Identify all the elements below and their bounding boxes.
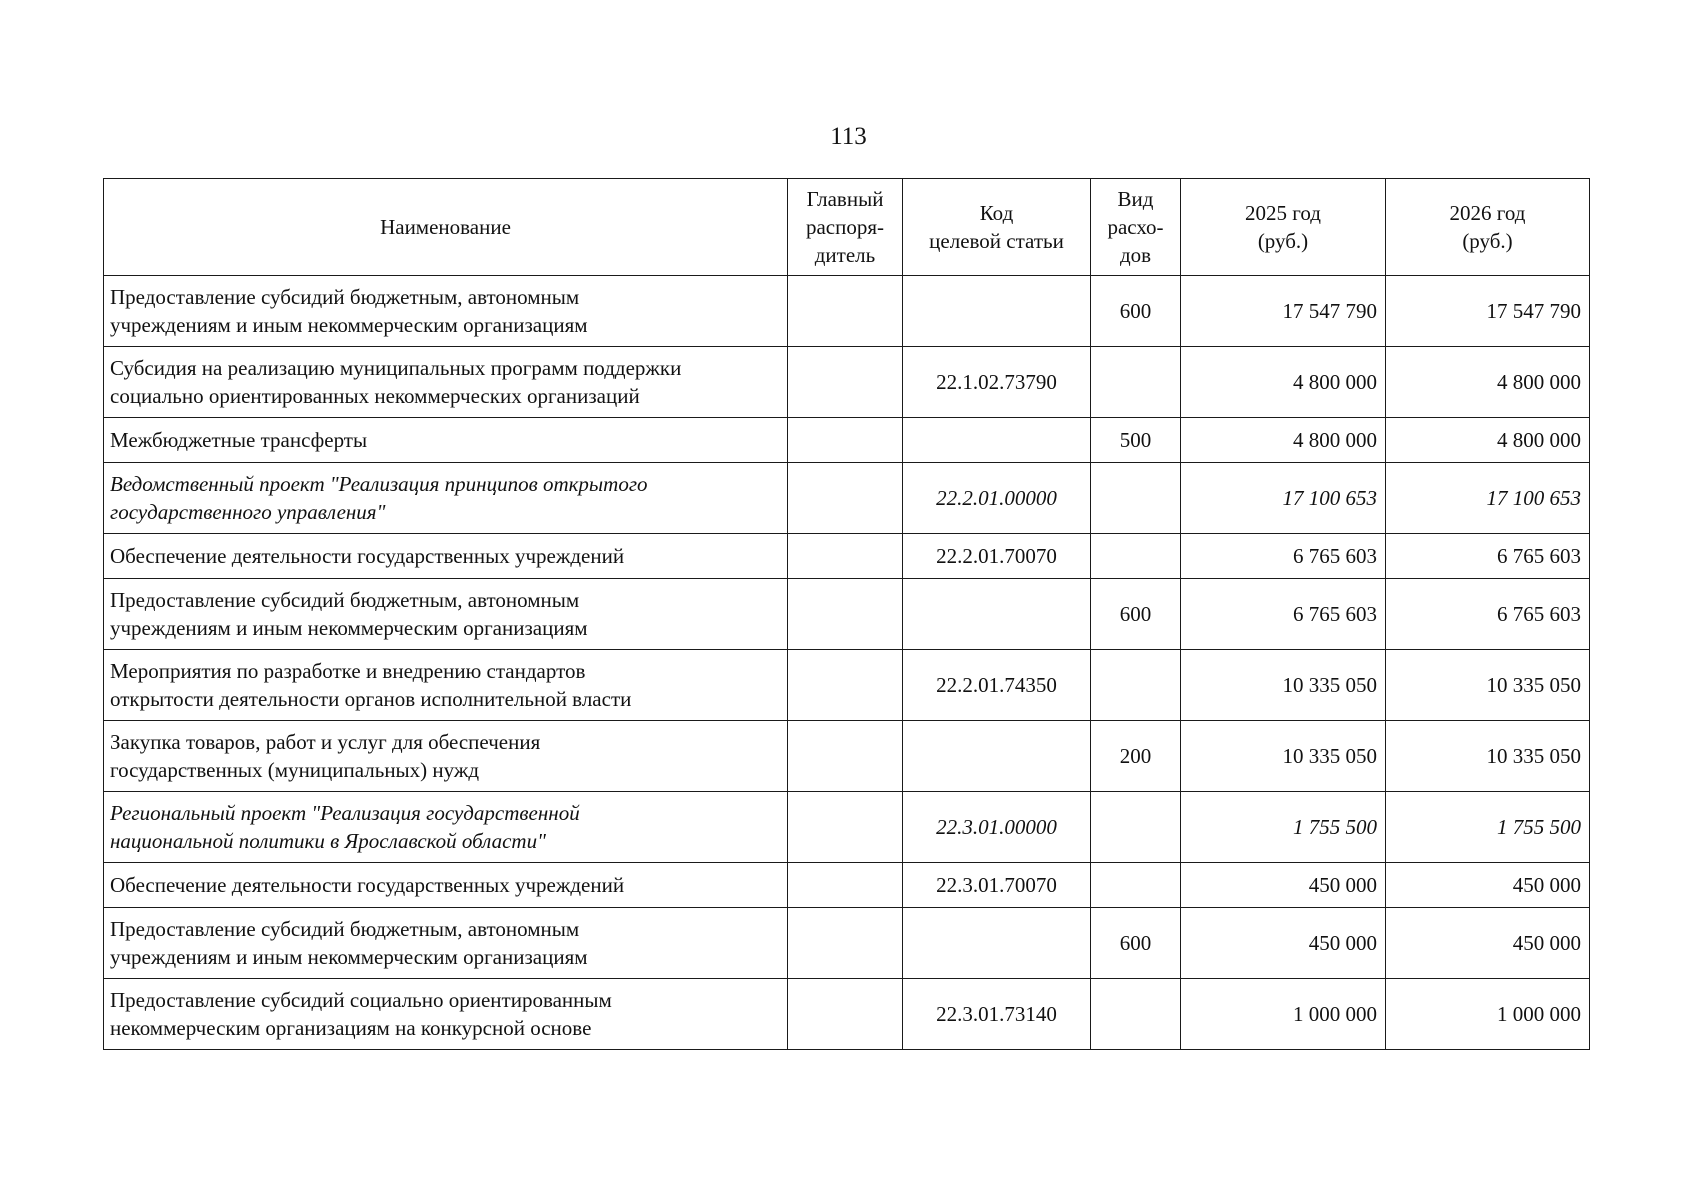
cell-2025: 17 547 790: [1181, 276, 1386, 347]
cell-type: [1091, 463, 1181, 534]
cell-2025: 4 800 000: [1181, 347, 1386, 418]
cell-2026: 17 100 653: [1386, 463, 1590, 534]
cell-2025: 450 000: [1181, 863, 1386, 908]
cell-code: [903, 579, 1091, 650]
cell-manager: [788, 276, 903, 347]
cell-code: [903, 276, 1091, 347]
cell-2025: 10 335 050: [1181, 650, 1386, 721]
cell-code: 22.2.01.00000: [903, 463, 1091, 534]
cell-2025: 450 000: [1181, 908, 1386, 979]
cell-2026: 10 335 050: [1386, 721, 1590, 792]
cell-code: 22.2.01.74350: [903, 650, 1091, 721]
cell-manager: [788, 579, 903, 650]
table-row: [104, 276, 1590, 347]
name-line: Предоставление субсидий бюджетным, автономным: [110, 285, 580, 309]
name-line: государственных (муниципальных) нужд: [110, 758, 480, 782]
cell-name: [104, 792, 788, 863]
cell-2025: 1 000 000: [1181, 979, 1386, 1050]
cell-2026: 450 000: [1386, 908, 1590, 979]
cell-code: [903, 908, 1091, 979]
cell-code: 22.2.01.70070: [903, 534, 1091, 579]
cell-2025: 17 100 653: [1181, 463, 1386, 534]
cell-name: [104, 276, 788, 347]
name-line: Субсидия на реализацию муниципальных программ поддержки: [110, 356, 682, 380]
name-line: учреждениям и иным некоммерческим организациям: [110, 616, 588, 640]
page-number: 113: [830, 123, 867, 150]
cell-name: [104, 908, 788, 979]
cell-2026: 1 000 000: [1386, 979, 1590, 1050]
cell-2025: 1 755 500: [1181, 792, 1386, 863]
cell-type: 600: [1091, 276, 1181, 347]
header-type: [1091, 179, 1181, 276]
cell-manager: [788, 650, 903, 721]
cell-type: [1091, 347, 1181, 418]
header-manager-line: распоря-: [805, 215, 885, 239]
table-row: [104, 792, 1590, 863]
cell-manager: [788, 908, 903, 979]
cell-type: [1091, 650, 1181, 721]
table-row: [104, 650, 1590, 721]
cell-manager: [788, 534, 903, 579]
table-row: [104, 863, 1590, 908]
header-2025: [1181, 179, 1386, 276]
cell-code: [903, 721, 1091, 792]
header-2025-line: (руб.): [1257, 229, 1309, 253]
cell-manager: [788, 792, 903, 863]
name-line: социально ориентированных некоммерческих организаций: [110, 384, 640, 408]
table-row: [104, 463, 1590, 534]
cell-name: [104, 579, 788, 650]
budget-table: [103, 178, 1590, 1050]
name-line: Региональный проект "Реализация государственной: [110, 801, 580, 825]
cell-name: [104, 863, 788, 908]
cell-2026: 450 000: [1386, 863, 1590, 908]
cell-2025: 10 335 050: [1181, 721, 1386, 792]
name-line: национальной политики в Ярославской области": [110, 829, 546, 853]
header-type-line: дов: [1119, 243, 1152, 267]
cell-code: 22.3.01.00000: [903, 792, 1091, 863]
header-name-text: Наименование: [380, 215, 511, 239]
cell-type: 600: [1091, 908, 1181, 979]
name-line: Обеспечение деятельности государственных учреждений: [110, 544, 625, 568]
cell-code: 22.1.02.73790: [903, 347, 1091, 418]
table-header-row: [104, 179, 1590, 276]
cell-2026: 6 765 603: [1386, 534, 1590, 579]
cell-name: [104, 418, 788, 463]
header-2026-line: 2026 год: [1449, 201, 1526, 225]
table-row: [104, 534, 1590, 579]
cell-2026: 4 800 000: [1386, 347, 1590, 418]
header-2026-line: (руб.): [1462, 229, 1513, 253]
name-line: учреждениям и иным некоммерческим организациям: [110, 945, 588, 969]
cell-code: [903, 418, 1091, 463]
cell-2026: 17 547 790: [1386, 276, 1590, 347]
header-name: [104, 179, 788, 276]
cell-2026: 4 800 000: [1386, 418, 1590, 463]
cell-manager: [788, 979, 903, 1050]
cell-name: [104, 721, 788, 792]
cell-type: [1091, 792, 1181, 863]
cell-type: 200: [1091, 721, 1181, 792]
cell-2026: 6 765 603: [1386, 579, 1590, 650]
table-row: [104, 908, 1590, 979]
cell-type: 600: [1091, 579, 1181, 650]
header-2026: [1386, 179, 1590, 276]
table-row: [104, 347, 1590, 418]
cell-code: 22.3.01.70070: [903, 863, 1091, 908]
name-line: учреждениям и иным некоммерческим организациям: [110, 313, 588, 337]
header-code-line: Код: [979, 201, 1014, 225]
cell-manager: [788, 347, 903, 418]
name-line: государственного управления": [110, 500, 386, 524]
cell-manager: [788, 418, 903, 463]
table-row: [104, 579, 1590, 650]
header-code-line: целевой статьи: [929, 229, 1064, 253]
table-row: [104, 418, 1590, 463]
table-row: [104, 721, 1590, 792]
name-line: Межбюджетные трансферты: [110, 428, 368, 452]
cell-code: 22.3.01.73140: [903, 979, 1091, 1050]
cell-name: [104, 979, 788, 1050]
cell-manager: [788, 863, 903, 908]
header-type-line: Вид: [1117, 187, 1154, 211]
cell-type: [1091, 863, 1181, 908]
name-line: Предоставление субсидий социально ориентированным: [110, 988, 612, 1012]
header-manager-line: дитель: [814, 243, 876, 267]
name-line: Ведомственный проект "Реализация принципов открытого: [110, 472, 648, 496]
cell-name: [104, 347, 788, 418]
name-line: Предоставление субсидий бюджетным, автономным: [110, 588, 580, 612]
cell-name: [104, 650, 788, 721]
cell-2026: 1 755 500: [1386, 792, 1590, 863]
name-line: Закупка товаров, работ и услуг для обеспечения: [110, 730, 541, 754]
cell-2025: 4 800 000: [1181, 418, 1386, 463]
cell-type: [1091, 979, 1181, 1050]
cell-name: [104, 463, 788, 534]
name-line: Мероприятия по разработке и внедрению стандартов: [110, 659, 586, 683]
header-2025-line: 2025 год: [1245, 201, 1321, 225]
name-line: Обеспечение деятельности государственных учреждений: [110, 873, 625, 897]
cell-type: [1091, 534, 1181, 579]
cell-2026: 10 335 050: [1386, 650, 1590, 721]
cell-name: [104, 534, 788, 579]
cell-manager: [788, 463, 903, 534]
header-manager-line: Главный: [806, 187, 884, 211]
cell-2025: 6 765 603: [1181, 534, 1386, 579]
table-row: [104, 979, 1590, 1050]
name-line: некоммерческим организациям на конкурсной основе: [110, 1016, 592, 1040]
cell-type: 500: [1091, 418, 1181, 463]
header-code: [903, 179, 1091, 276]
name-line: Предоставление субсидий бюджетным, автономным: [110, 917, 580, 941]
name-line: открытости деятельности органов исполнительной власти: [110, 687, 632, 711]
cell-manager: [788, 721, 903, 792]
cell-2025: 6 765 603: [1181, 579, 1386, 650]
header-type-line: расхо-: [1107, 215, 1164, 239]
header-manager: [788, 179, 903, 276]
